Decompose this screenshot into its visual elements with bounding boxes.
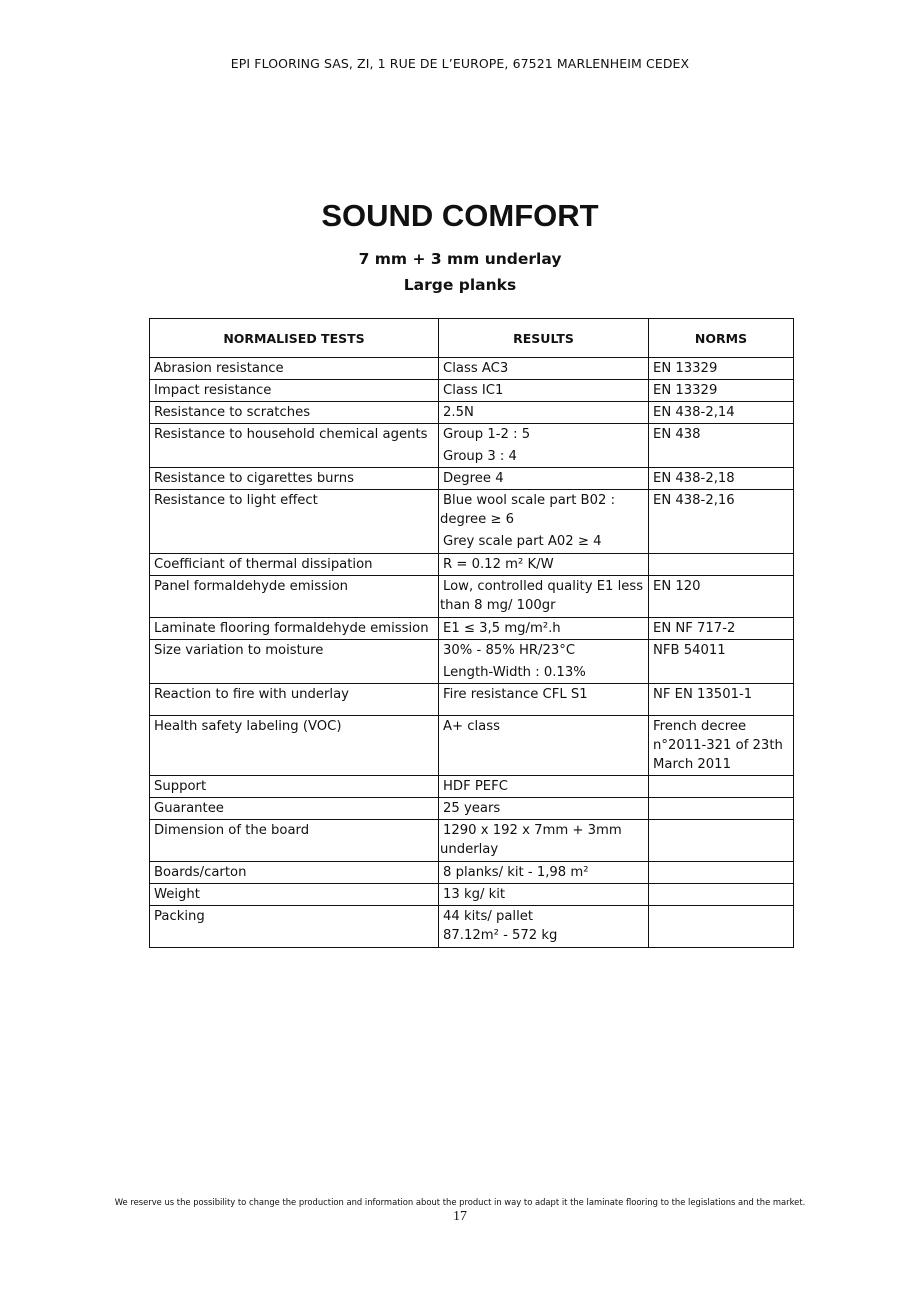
result-line: 13 kg/ kit bbox=[443, 887, 506, 902]
test-norm bbox=[649, 906, 794, 948]
table-row bbox=[150, 402, 794, 424]
table-row bbox=[150, 776, 794, 798]
table-row bbox=[150, 576, 794, 618]
test-norm bbox=[649, 884, 794, 906]
test-result bbox=[439, 716, 649, 776]
norm-line: EN 438 bbox=[653, 427, 701, 442]
test-name: Size variation to moisture bbox=[150, 640, 439, 684]
result-line: underlay bbox=[440, 842, 499, 857]
result-line: Class IC1 bbox=[443, 383, 504, 398]
table-row bbox=[150, 424, 794, 468]
test-norm bbox=[649, 424, 794, 468]
test-name: Resistance to household chemical agents bbox=[150, 424, 439, 468]
test-norm bbox=[649, 640, 794, 684]
table-row bbox=[150, 862, 794, 884]
test-norm bbox=[649, 716, 794, 776]
table-row bbox=[150, 906, 794, 948]
test-name: Boards/carton bbox=[150, 862, 439, 884]
result-line: than 8 mg/ 100gr bbox=[440, 598, 556, 613]
table-row bbox=[150, 358, 794, 380]
result-line: 30% - 85% HR/23°C bbox=[443, 643, 576, 658]
table-row bbox=[150, 554, 794, 576]
test-norm bbox=[649, 468, 794, 490]
test-norm bbox=[649, 490, 794, 554]
test-norm bbox=[649, 576, 794, 618]
test-result bbox=[439, 798, 649, 820]
test-name: Health safety labeling (VOC) bbox=[150, 716, 439, 776]
norm-line: French decree bbox=[653, 719, 747, 734]
table-row bbox=[150, 884, 794, 906]
test-name: Coefficiant of thermal dissipation bbox=[150, 554, 439, 576]
norm-line: EN 438-2,16 bbox=[653, 493, 735, 508]
result-line: 1290 x 192 x 7mm + 3mm bbox=[443, 823, 622, 838]
result-line: Group 1-2 : 5 bbox=[443, 427, 531, 442]
test-name: Resistance to scratches bbox=[150, 402, 439, 424]
result-line: R = 0.12 m² K/W bbox=[443, 557, 554, 572]
test-result bbox=[439, 862, 649, 884]
result-line: HDF PEFC bbox=[443, 779, 508, 794]
result-line: Blue wool scale part B02 : bbox=[443, 493, 616, 508]
test-result bbox=[439, 906, 649, 948]
test-name: Resistance to light effect bbox=[150, 490, 439, 554]
test-norm bbox=[649, 776, 794, 798]
result-line: Degree 4 bbox=[443, 471, 504, 486]
table-row bbox=[150, 820, 794, 862]
test-norm bbox=[649, 554, 794, 576]
result-line: Grey scale part A02 ≥ 4 bbox=[443, 534, 602, 549]
company-address-header: EPI FLOORING SAS, ZI, 1 RUE DE L’EUROPE, 67521 MARLENHEIM CEDEX bbox=[230, 56, 690, 71]
table-row bbox=[150, 490, 794, 554]
norm-line: EN NF 717-2 bbox=[653, 621, 736, 636]
test-result bbox=[439, 554, 649, 576]
test-norm bbox=[649, 618, 794, 640]
test-result bbox=[439, 884, 649, 906]
norm-line: EN 438-2,14 bbox=[653, 405, 735, 420]
table-row bbox=[150, 618, 794, 640]
test-results-table bbox=[149, 318, 794, 948]
test-result bbox=[439, 684, 649, 716]
norm-line: EN 438-2,18 bbox=[653, 471, 735, 486]
result-line: Length-Width : 0.13% bbox=[443, 665, 586, 680]
table-row bbox=[150, 798, 794, 820]
test-result bbox=[439, 380, 649, 402]
product-format-subtitle: Large planks bbox=[403, 276, 517, 294]
test-result bbox=[439, 358, 649, 380]
test-name: Guarantee bbox=[150, 798, 439, 820]
column-header-tests: NORMALISED TESTS bbox=[150, 319, 439, 358]
test-result bbox=[439, 402, 649, 424]
result-line: A+ class bbox=[443, 719, 500, 734]
test-name: Weight bbox=[150, 884, 439, 906]
test-result bbox=[439, 576, 649, 618]
test-result bbox=[439, 490, 649, 554]
result-line: 2.5N bbox=[443, 405, 474, 420]
test-result bbox=[439, 776, 649, 798]
test-name: Packing bbox=[150, 906, 439, 948]
norm-line: NFB 54011 bbox=[653, 643, 726, 658]
table-header-row bbox=[150, 319, 794, 358]
test-name: Dimension of the board bbox=[150, 820, 439, 862]
result-line: Group 3 : 4 bbox=[443, 449, 517, 464]
column-header-results: RESULTS bbox=[439, 319, 649, 358]
norm-line: NF EN 13501-1 bbox=[653, 687, 753, 702]
result-line: Low, controlled quality E1 less bbox=[443, 579, 644, 594]
test-result bbox=[439, 618, 649, 640]
page-number: 17 bbox=[453, 1209, 467, 1224]
test-name: Impact resistance bbox=[150, 380, 439, 402]
table-row bbox=[150, 684, 794, 716]
test-name: Panel formaldehyde emission bbox=[150, 576, 439, 618]
test-result bbox=[439, 424, 649, 468]
product-title: SOUND COMFORT bbox=[321, 198, 599, 233]
result-line: 8 planks/ kit - 1,98 m² bbox=[443, 865, 589, 880]
test-norm bbox=[649, 358, 794, 380]
table-row bbox=[150, 716, 794, 776]
norm-line: March 2011 bbox=[653, 757, 731, 772]
result-line: Fire resistance CFL S1 bbox=[443, 687, 588, 702]
test-norm bbox=[649, 862, 794, 884]
test-result bbox=[439, 468, 649, 490]
norm-line: EN 120 bbox=[653, 579, 701, 594]
test-name: Support bbox=[150, 776, 439, 798]
footer-disclaimer: We reserve us the possibility to change the production and information about the product in way to adapt it the laminate flooring to the legislations and the market. bbox=[114, 1197, 806, 1207]
column-header-norms: NORMS bbox=[649, 319, 794, 358]
test-norm bbox=[649, 798, 794, 820]
result-line: E1 ≤ 3,5 mg/m².h bbox=[443, 621, 561, 636]
result-line: 87.12m² - 572 kg bbox=[443, 928, 558, 943]
table-row bbox=[150, 380, 794, 402]
test-norm bbox=[649, 380, 794, 402]
test-name: Resistance to cigarettes burns bbox=[150, 468, 439, 490]
product-thickness-subtitle: 7 mm + 3 mm underlay bbox=[358, 250, 562, 268]
test-norm bbox=[649, 684, 794, 716]
test-name: Laminate flooring formaldehyde emission bbox=[150, 618, 439, 640]
norm-line: EN 13329 bbox=[653, 383, 718, 398]
test-name: Abrasion resistance bbox=[150, 358, 439, 380]
table-row bbox=[150, 640, 794, 684]
result-line: degree ≥ 6 bbox=[440, 512, 515, 527]
test-norm bbox=[649, 820, 794, 862]
norm-line: EN 13329 bbox=[653, 361, 718, 376]
test-result bbox=[439, 640, 649, 684]
result-line: Class AC3 bbox=[443, 361, 509, 376]
test-norm bbox=[649, 402, 794, 424]
table-row bbox=[150, 468, 794, 490]
test-result bbox=[439, 820, 649, 862]
result-line: 25 years bbox=[443, 801, 501, 816]
norm-line: n°2011-321 of 23th bbox=[653, 738, 783, 753]
test-name: Reaction to fire with underlay bbox=[150, 684, 439, 716]
result-line: 44 kits/ pallet bbox=[443, 909, 534, 924]
